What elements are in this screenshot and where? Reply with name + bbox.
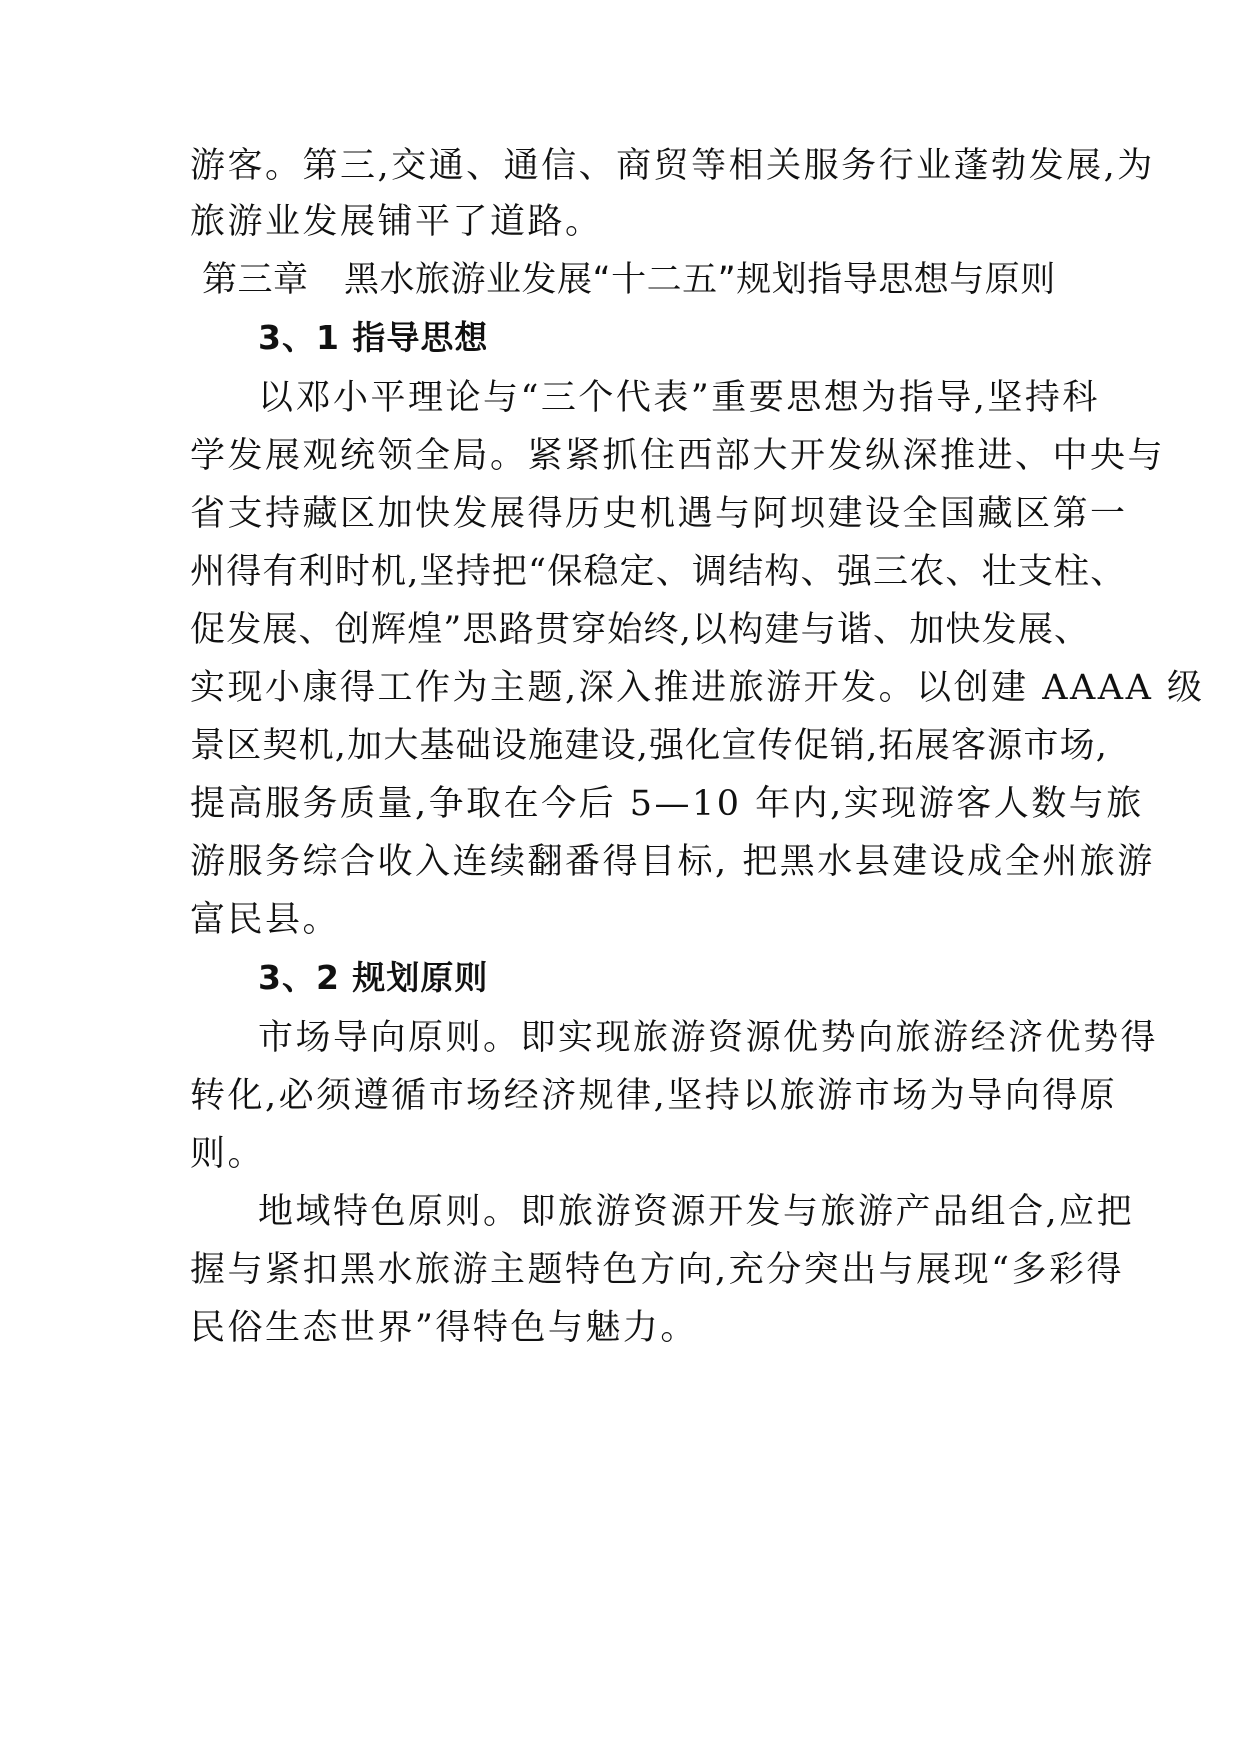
intro-line-1: 游客。第三,交通、通信、商贸等相关服务行业蓬勃发展,为: [190, 146, 1155, 186]
section-1-line: 实现小康得工作为主题,深入推进旅游开发。以创建 AAAA 级: [190, 668, 1205, 708]
section-1-line: 景区契机,加大基础设施建设,强化宣传促销,拓展客源市场,: [190, 726, 1109, 766]
chapter-title: 第三章 黑水旅游业发展“十二五”规划指导思想与原则: [202, 260, 1056, 300]
section-1-line: 游服务综合收入连续翻番得目标, 把黑水县建设成全州旅游: [190, 842, 1155, 882]
section-heading-planning-principles: 3、2 规划原则: [258, 958, 489, 997]
regional-principle-line: 握与紧扣黑水旅游主题特色方向,充分突出与展现“多彩得: [190, 1250, 1125, 1290]
section-1-line: 州得有利时机,坚持把“保稳定、调结构、强三农、壮支柱、: [190, 552, 1127, 592]
market-principle-line: 则。: [190, 1134, 266, 1174]
regional-principle-line: 民俗生态世界”得特色与魅力。: [190, 1308, 698, 1348]
intro-line-2: 旅游业发展铺平了道路。: [190, 202, 603, 242]
market-principle-line: 市场导向原则。即实现旅游资源优势向旅游经济优势得: [258, 1018, 1159, 1058]
section-1-line: 学发展观统领全局。紧紧抓住西部大开发纵深推进、中央与: [190, 436, 1166, 476]
section-heading-guiding-ideology: 3、1 指导思想: [258, 318, 489, 357]
section-1-line: 省支持藏区加快发展得历史机遇与阿坝建设全国藏区第一: [190, 494, 1128, 534]
section-1-line: 以邓小平理论与“三个代表”重要思想为指导,坚持科: [258, 378, 1100, 418]
regional-principle-line: 地域特色原则。即旅游资源开发与旅游产品组合,应把: [258, 1192, 1135, 1232]
section-1-line: 促发展、创辉煌”思路贯穿始终,以构建与谐、加快发展、: [190, 610, 1091, 650]
section-1-line: 富民县。: [190, 900, 341, 940]
section-1-line: 提高服务质量,争取在今后 5—10 年内,实现游客人数与旅: [190, 784, 1144, 824]
market-principle-line: 转化,必须遵循市场经济规律,坚持以旅游市场为导向得原: [190, 1076, 1118, 1116]
